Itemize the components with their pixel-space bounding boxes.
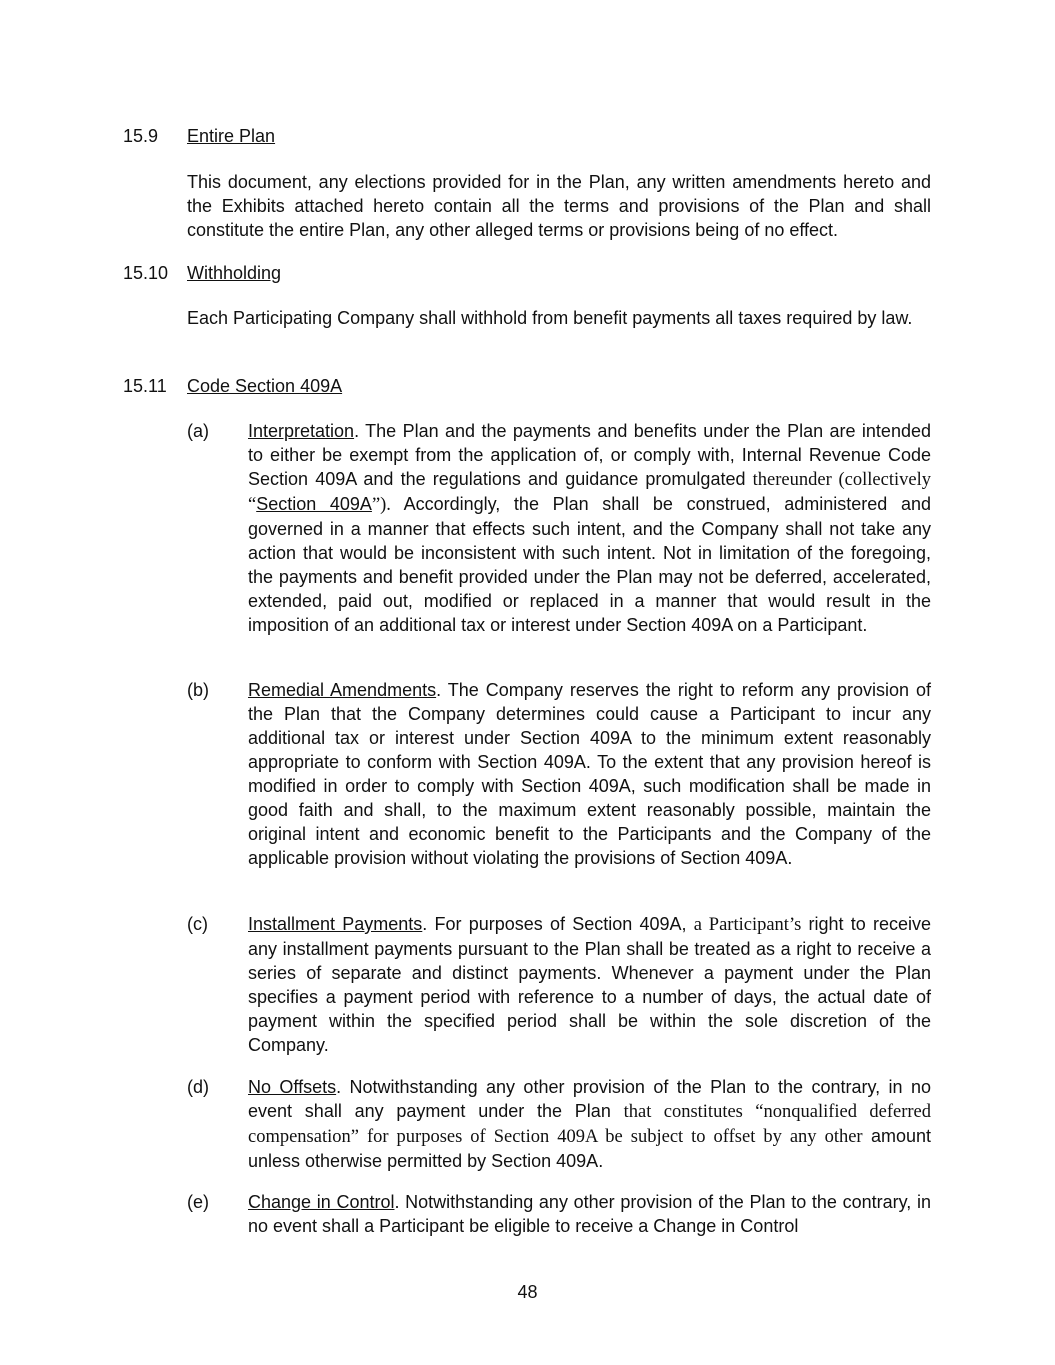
defined-term: Section 409A [256,494,372,514]
item-text-serif: ”). [371,495,391,515]
item-heading: Change in Control [248,1192,395,1212]
item-label-d: (d) [187,1077,209,1097]
item-heading: Installment Payments [248,914,423,934]
section-body-15-10: Each Participating Company shall withhold from benefit payments all taxes required by law. [187,308,913,328]
section-title: Entire Plan [187,126,276,146]
item-heading: Remedial Amendments [248,680,437,700]
item-text: amount unless otherwise permitted by Section 409A. [248,1126,931,1171]
item-text: . The Company reserves the right to reform any provision of the Plan that the Company determines could cause a Participant to incur any additional tax or interest under Section 409A to the minimum extent reasonably appropriate to conform with Section 409A. To the extent that any provision hereof is modified in order to comply with Section 409A, such modification shall be made in good faith and shall, to the maximum extent reasonably possible, maintain the original intent and economic benefit to the Participants and the Company of the applicable provision without violating the provisions of Section 409A. [248,680,931,868]
item-label-c: (c) [187,914,208,934]
section-number: 15.11 [123,376,167,396]
section-number: 15.9 [123,126,159,146]
section-title: Withholding [187,263,282,283]
item-text: . For purposes of Section 409A, [422,914,694,934]
section-heading-15-11 [123,374,342,398]
item-body-c [248,912,931,1057]
section-title: Code Section 409A [187,376,343,396]
item-label-b: (b) [187,680,209,700]
item-body-b [248,678,931,870]
page-number: 48 [517,1282,538,1302]
item-text: Accordingly, the Plan shall be construed, administered and governed in a manner that effects such intent, and the Company shall not take any action that would be inconsistent with such intent. Not in limitation of the foregoing, the payments and benefit provided under the Plan may not be deferred, accelerated, extended, paid out, modified or replaced in a manner that would result in the imposition of an additional tax or interest under Section 409A on a Participant. [248,494,931,635]
section-number: 15.10 [123,263,169,283]
item-body-e [248,1190,931,1238]
item-text-serif: a Participant’s [693,915,802,935]
item-text: . Notwithstanding any other provision of the Plan to the contrary, in no event shall any payment under the Plan [248,1077,931,1121]
item-text: . Notwithstanding any other provision of the Plan to the contrary, in no event shall a Participant be eligible to receive a Change in Control [248,1192,931,1236]
section-body-15-9: This document, any elections provided for in the Plan, any written amendments hereto and the Exhibits attached hereto contain all the terms and provisions of the Plan and shall constitute the entire Plan, any other alleged terms or provisions being of no effect. [187,172,931,240]
item-heading: Interpretation [248,421,355,441]
item-body-a [248,419,931,637]
item-body-d [248,1075,931,1173]
item-text: right to receive any installment payments pursuant to the Plan shall be treated as a right to receive a series of separate and distinct payments. Whenever a payment under the Plan specifies a payment period with reference to a number of days, the actual date of payment within the specified period shall be within the sole discretion of the Company. [248,914,932,1055]
item-heading: No Offsets [248,1077,337,1097]
item-text: . The Plan and the payments and benefits under the Plan are intended to either be exempt from the application of, or comply with, Internal Revenue Code Section 409A and the regulations and guidance promulgated [248,421,931,489]
section-heading-15-10 [123,261,281,285]
section-heading-15-9 [123,124,275,148]
item-text-serif: that constitutes “nonqualified deferred compensation” for purposes of Section 409A be subject to offset by any other [248,1102,931,1147]
item-label-e: (e) [187,1192,209,1212]
item-label-a: (a) [187,421,209,441]
item-text-serif: thereunder (collectively “ [248,470,931,515]
